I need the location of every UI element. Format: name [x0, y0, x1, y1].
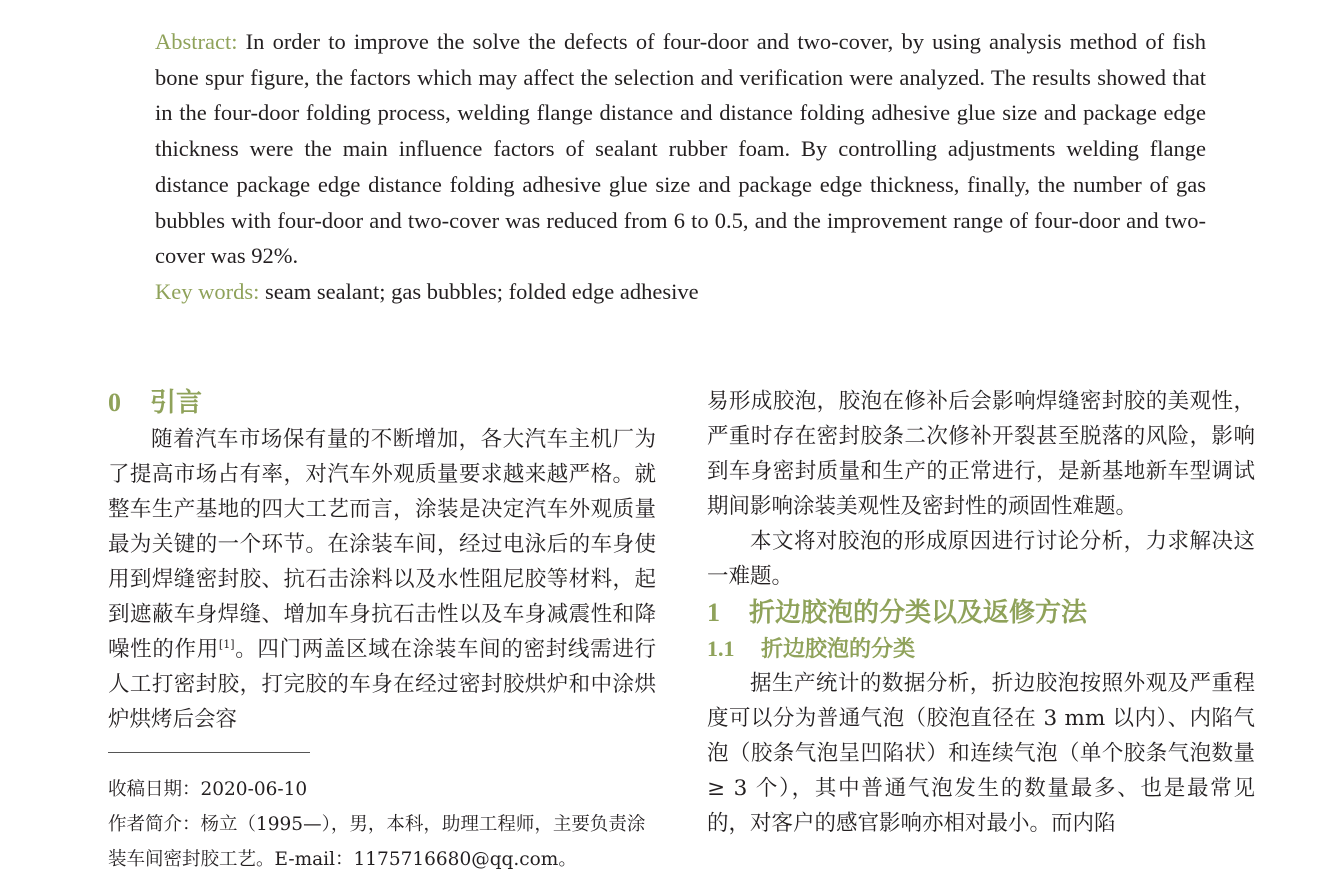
- subsection-number: 1.1: [707, 636, 735, 661]
- abstract-label: Abstract:: [155, 29, 238, 54]
- subsection-title: 折边胶泡的分类: [761, 636, 916, 662]
- abstract-paragraph: [155, 24, 1206, 274]
- abstract-text: In order to improve the solve the defects of four-door and two-cover, by using analysis method of fish bone spur figure, the factors which may affect the selection and verification were analyzed. The results showed that in the four-door folding process, welding flange distance and distance folding adhesive glue size and package edge thickness were the main influence factors of sealant rubber foam. By controlling adjustments welding flange distance package edge distance folding adhesive glue size and package edge thickness, finally, the number of gas bubbles with four-door and two-cover was reduced from 6 to 0.5, and the improvement range of four-door and two-cover was 92%.: [155, 29, 1206, 269]
- intro-paragraph: [108, 422, 656, 737]
- footnote-divider: [108, 752, 310, 753]
- intro-text-a: 随着汽车市场保有量的不断增加，各大汽车主机厂为了提高市场占有率，对汽车外观质量要求越来越严格。就整车生产基地的四大工艺而言，涂装是决定汽车外观质量最为关键的一个环节。在涂装车间，经过电泳后的车身使用到焊缝密封胶、抗石击涂料以及水性阻尼胶等材料，起到遮蔽车身焊缝、增加车身抗石击性以及车身减震性和降噪性的作用: [108, 427, 656, 662]
- aim-paragraph: 本文将对胶泡的形成原因进行讨论分析，力求解决这一难题。: [707, 529, 1255, 589]
- abstract-block: [155, 24, 1206, 310]
- right-column: [707, 384, 1255, 841]
- section-title: 折边胶泡的分类以及返修方法: [749, 598, 1088, 628]
- classification-paragraph: 据生产统计的数据分析，折边胶泡按照外观及严重程度可以分为普通气泡（胶泡直径在 3 mm 以内）、内陷气泡（胶条气泡呈凹陷状）和连续气泡（单个胶条气泡数量≥ 3 个），其中普通气泡发生的数量最多、也是最常见的，对客户的感官影响亦相对最小。而内陷: [707, 671, 1255, 836]
- footnote-block: [108, 772, 656, 877]
- left-column: [108, 384, 656, 737]
- received-date: 收稿日期：2020-06-10: [108, 779, 308, 800]
- keywords-label: Key words:: [155, 278, 260, 304]
- section-number: 0: [108, 388, 121, 417]
- continued-paragraph: 易形成胶泡，胶泡在修补后会影响焊缝密封胶的美观性，严重时存在密封胶条二次修补开裂甚至脱落的风险，影响到车身密封质量和生产的正常进行，是新基地新车型调试期间影响涂装美观性及密封性的顽固性难题。: [707, 389, 1255, 519]
- intro-text-b: 。四门两盖区域在涂装车间的密封线需进行人工打密封胶，打完胶的车身在经过密封胶烘炉和中涂烘炉烘烤后会容: [108, 637, 656, 732]
- section-1-1-heading: [707, 632, 1255, 666]
- section-0-heading: [108, 384, 656, 422]
- section-1-heading: [707, 594, 1255, 632]
- section-number: 1: [707, 598, 720, 627]
- author-bio: 作者简介：杨立（1995—），男，本科，助理工程师，主要负责涂装车间密封胶工艺。E-mail：1175716680@qq.com。: [108, 814, 646, 870]
- keywords-text: seam sealant; gas bubbles; folded edge adhesive: [264, 278, 699, 304]
- citation-ref: [1]: [218, 638, 235, 651]
- keywords-line: [155, 274, 1206, 310]
- section-title: 引言: [150, 388, 203, 418]
